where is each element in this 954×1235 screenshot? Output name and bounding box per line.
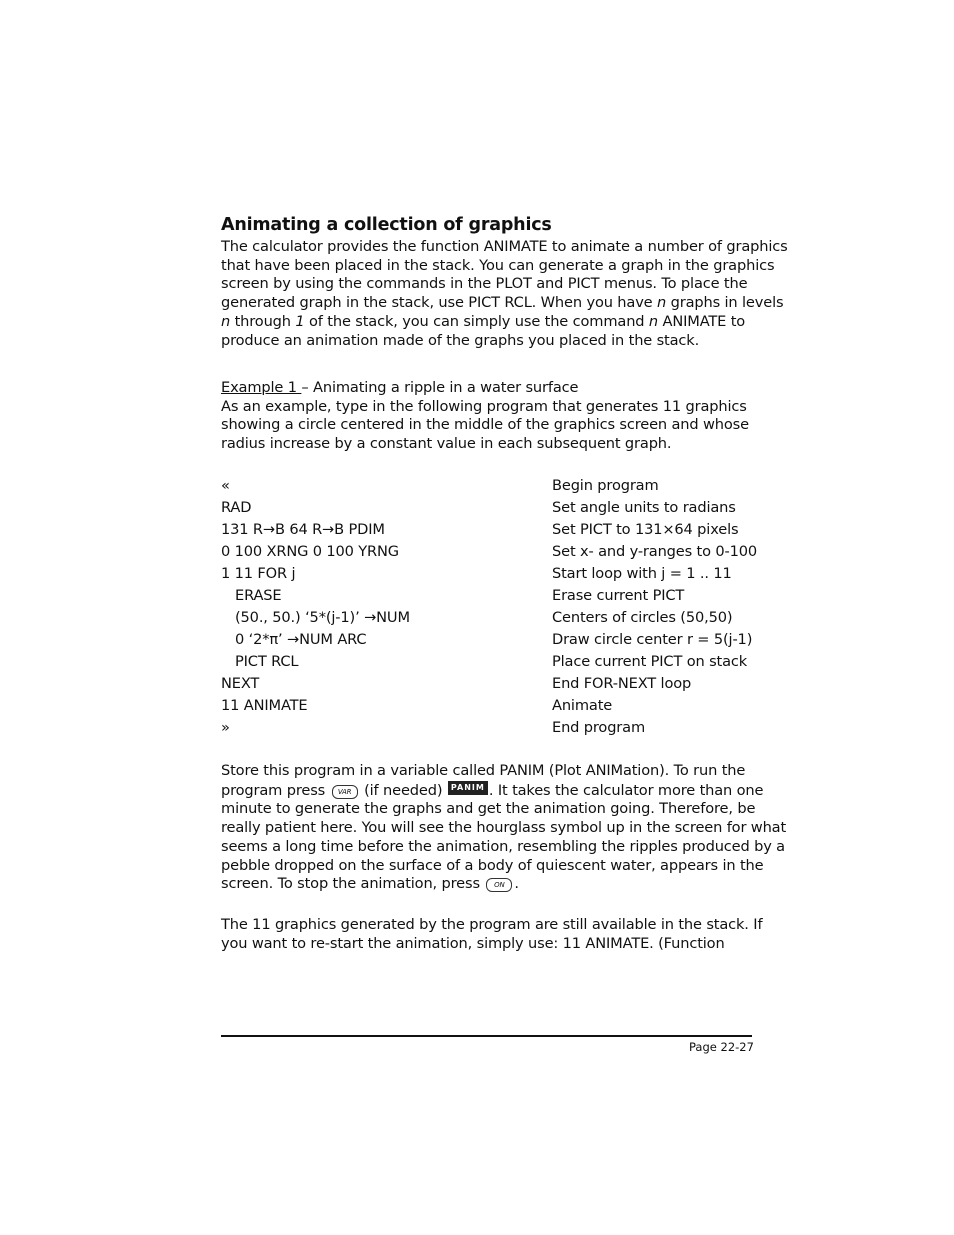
page-number: Page 22-27 [689,1040,754,1054]
program-row [221,695,761,717]
program-comment: Centers of circles (50,50) [552,609,733,626]
program-row [221,607,761,629]
program-comment: Animate [552,697,613,714]
program-comment: Set angle units to radians [552,499,736,516]
intro-line: produce an animation made of the graphs you placed in the stack. [221,331,700,349]
program-row [221,673,761,695]
store-line: program press VAR (if needed) PANIM . It takes the calculator more than one [221,781,764,799]
program-code: PICT RCL [235,653,299,670]
example-line: showing a circle centered in the middle of the graphics screen and whose [221,416,749,434]
section-heading: Animating a collection of graphics [221,215,552,235]
example-line: As an example, type in the following program that generates 11 graphics [221,397,747,415]
panim-softkey-icon: PANIM [448,781,488,795]
intro-paragraph [221,238,788,350]
store-line: pebble dropped on the surface of a body of quiescent water, appears in the [221,856,764,874]
program-comment: Erase current PICT [552,587,685,604]
program-comment: Begin program [552,477,659,494]
program-code: RAD [221,499,252,516]
final-line: you want to re-start the animation, simply use: 11 ANIMATE. (Function [221,934,725,952]
program-comment: Set x- and y-ranges to 0-100 [552,543,758,560]
program-row [221,563,761,585]
program-code: ERASE [235,587,282,604]
program-code: (50., 50.) ‘5*(j-1)’ →NUM [235,609,410,626]
program-comment: Draw circle center r = 5(j-1) [552,631,753,648]
program-code: « [221,477,230,494]
program-row [221,475,761,497]
program-row [221,497,761,519]
program-row [221,541,761,563]
program-row [221,651,761,673]
store-line: screen. To stop the animation, press ON . [221,875,519,893]
var-key-icon: VAR [332,785,358,799]
on-key-icon: ON [486,878,512,892]
store-line: minute to generate the graphs and get the animation going. Therefore, be [221,800,756,818]
program-comment: Start loop with j = 1 .. 11 [552,565,732,582]
program-code: 11 ANIMATE [221,697,308,714]
program-code: 1 11 FOR j [221,565,296,582]
example-title: Example 1 – Animating a ripple in a water surface [221,379,579,396]
final-line: The 11 graphics generated by the program are still available in the stack. If [221,916,763,933]
example-line: radius increase by a constant value in each subsequent graph. [221,435,672,453]
example-block [221,379,749,454]
program-row [221,629,761,651]
intro-line: n through 1 of the stack, you can simply use the command n ANIMATE to [221,312,746,330]
store-line: really patient here. You will see the hourglass symbol up in the screen for what [221,819,787,837]
program-code: NEXT [221,675,260,692]
footer-rule [221,1035,752,1037]
program-code: 131 R→B 64 R→B PDIM [221,521,385,538]
intro-line: generated graph in the stack, use PICT RCL. When you have n graphs in levels [221,294,784,312]
store-paragraph [221,762,787,894]
program-comment: Place current PICT on stack [552,653,748,670]
program-row [221,717,761,739]
final-paragraph [221,916,761,953]
intro-line: screen by using the commands in the PLOT and PICT menus. To place the [221,275,748,293]
program-code: 0 100 XRNG 0 100 YRNG [221,543,399,560]
store-line: seems a long time before the animation, resembling the ripples produced by a [221,837,785,855]
program-comment: Set PICT to 131×64 pixels [552,521,739,538]
program-comment: End FOR-NEXT loop [552,675,692,692]
program-row [221,585,761,607]
intro-line: that have been placed in the stack. You can generate a graph in the graphics [221,256,775,274]
program-comment: End program [552,719,646,736]
program-row [221,519,761,541]
program-code: 0 ‘2*π’ →NUM ARC [235,631,367,648]
intro-line: The calculator provides the function ANIMATE to animate a number of graphics [221,238,788,255]
program-code: » [221,719,230,736]
example-label: Example 1 [221,379,302,396]
store-line: Store this program in a variable called PANIM (Plot ANIMation). To run the [221,762,746,779]
program-listing [221,475,761,739]
